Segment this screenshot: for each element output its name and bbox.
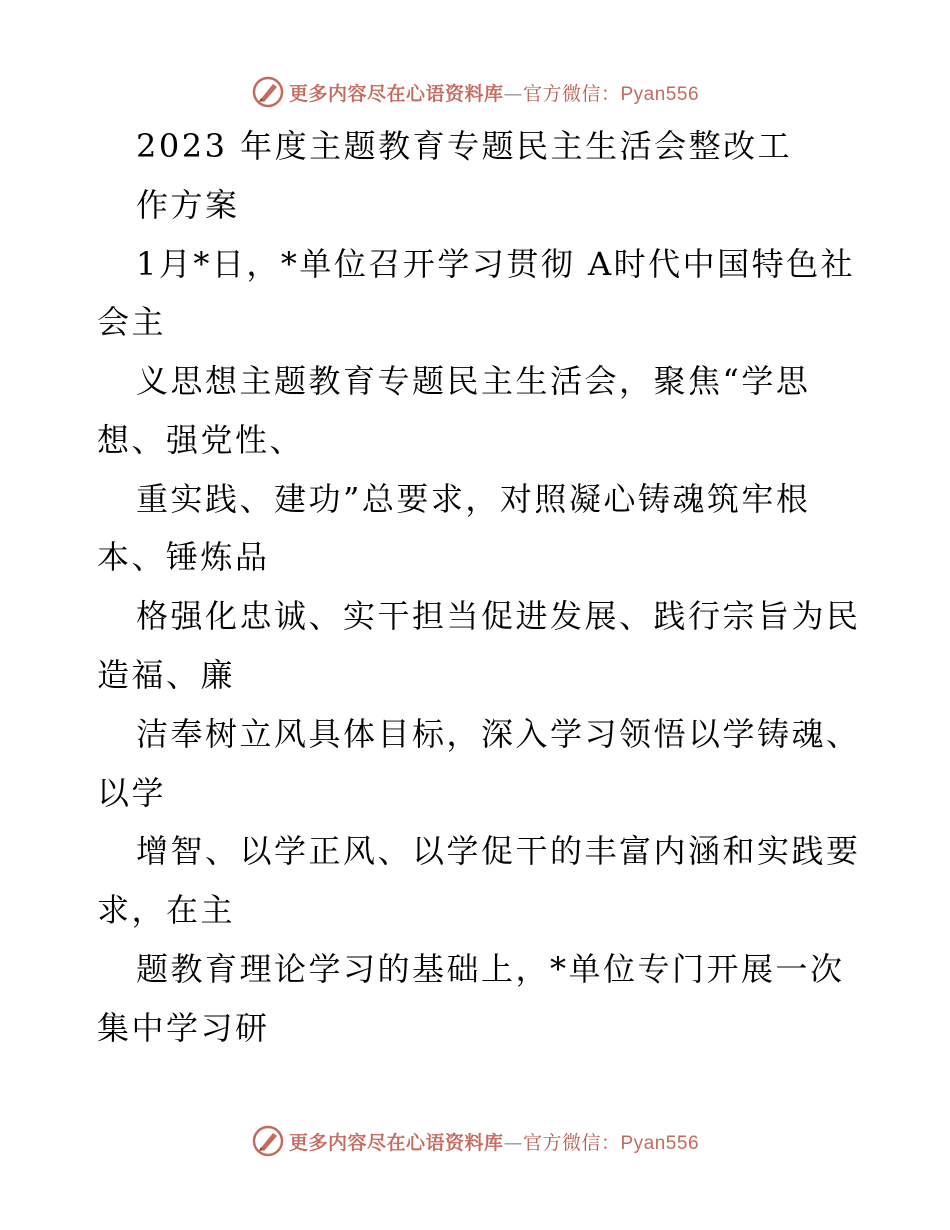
paragraph-line: 求，在主 xyxy=(97,891,236,929)
header-watermark xyxy=(0,72,950,112)
doc-title-line-2: 作方案 xyxy=(136,186,240,224)
paragraph-line: 1月*日，*单位召开学习贯彻 A时代中国特色社 xyxy=(136,245,856,283)
paragraph-line: 想、强党性、 xyxy=(97,421,305,459)
paragraph-line: 义思想主题教育专题民主生活会，聚焦“学思 xyxy=(136,362,811,400)
paragraph-line: 造福、廉 xyxy=(97,656,236,694)
paragraph-line: 增智、以学正风、以学促干的丰富内涵和实践要 xyxy=(136,832,861,870)
paragraph-line: 格强化忠诚、实干担当促进发展、践行宗旨为民 xyxy=(136,597,861,635)
watermark-text xyxy=(289,79,699,106)
watermark-wechat-label: 官方微信： xyxy=(522,82,621,105)
watermark-wechat-id: Pyan556 xyxy=(620,1132,700,1154)
paragraph-line: 题教育理论学习的基础上，*单位专门开展一次 xyxy=(136,950,845,988)
paragraph-line: 洁奉树立风具体目标，深入学习领悟以学铸魂、 xyxy=(136,715,861,753)
paragraph-line: 以学 xyxy=(97,774,167,812)
watermark-main-text: 更多内容尽在心语资料库 xyxy=(288,1131,504,1154)
watermark-wechat-id: Pyan556 xyxy=(620,83,700,105)
doc-title-line-1: 2023 年度主题教育专题民主生活会整改工 xyxy=(136,127,793,165)
paragraph-line: 重实践、建功”总要求，对照凝心铸魂筑牢根 xyxy=(136,480,811,518)
watermark-wechat-label: 官方微信： xyxy=(522,1131,621,1154)
quill-pen-circle-icon xyxy=(251,1124,285,1158)
paragraph-line: 会主 xyxy=(97,303,167,341)
watermark-text xyxy=(289,1128,699,1155)
paragraph-line: 本、锤炼品 xyxy=(97,538,270,576)
watermark-main-text: 更多内容尽在心语资料库 xyxy=(288,82,504,105)
watermark-separator: — xyxy=(503,1131,523,1154)
footer-watermark xyxy=(0,1121,950,1161)
paragraph-line: 集中学习研 xyxy=(97,1009,270,1047)
quill-pen-circle-icon xyxy=(251,75,285,109)
watermark-separator: — xyxy=(503,82,523,105)
